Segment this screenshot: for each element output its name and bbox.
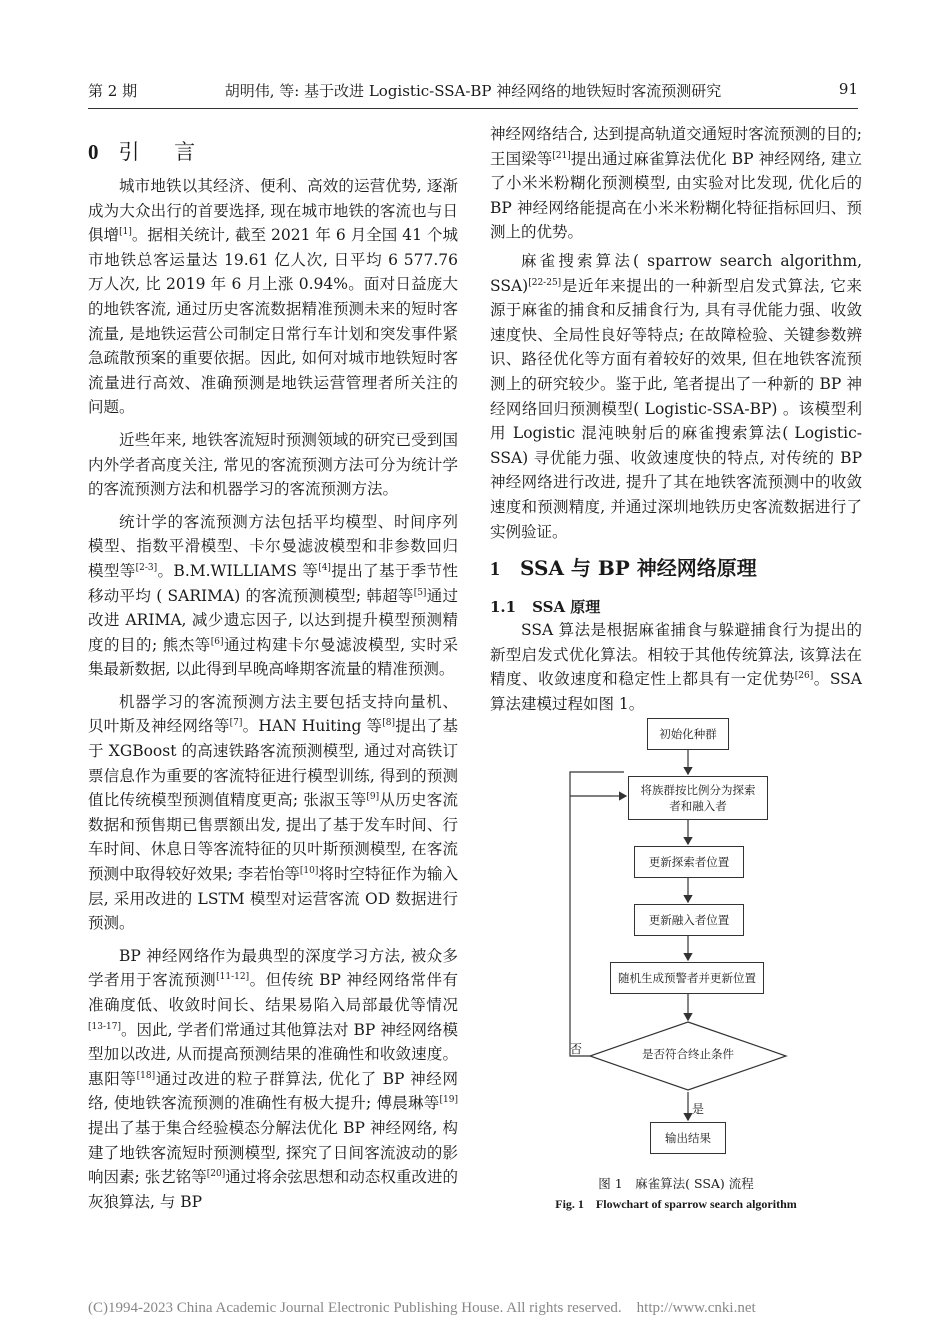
header-rule	[88, 108, 858, 109]
paragraph-ssa: SSA 算法是根据麻雀捕食与躲避捕食行为提出的新型启发式优化算法。相较于其他传统算法, 该算法在精度、收敛速度和稳定性上都具有一定优势[26]。SSA 算法建模过程如图 1。	[490, 621, 862, 713]
paragraph-intro-2: 近些年来, 地铁客流短时预测领域的研究已受到国内外学者高度关注, 常见的客流预测方法可分为统计学的客流预测方法和机器学习的客流预测方法。	[88, 430, 458, 499]
section-1-title: SSA 与 BP 神经网络原理	[520, 556, 757, 580]
flow-node-split: 将族群按比例分为探索者和融入者	[628, 776, 768, 820]
paragraph-right-1: 神经网络结合, 达到提高轨道交通短时客流预测的目的; 王国梁等[21]提出通过麻雀算法优化 BP 神经网络, 建立了小米米粉糊化预测模型, 由实验对比发现, 优化后的 BP 神经网络能提高在小米米粉糊化特征指标回归、预测上的优势。	[490, 125, 862, 242]
paragraph-right-2: 麻雀搜索算法( sparrow search algorithm, SSA)[22-25]是近年来提出的一种新型启发式算法, 它来源于麻雀的捕食和反捕食行为, 具有寻优能力强、收敛速度快、全局性良好等特点; 在故障检验、关键参数辨识、路径优化等方面有着较好的效果, 但在地铁客流预测上的研究较少。鉴于此, 笔者提出了一种新的 BP 神经网络回归预测模型( Logistic-SSA-BP) 。该模型利用 Logistic 混沌映射后的麻雀搜索算法( Logistic-SSA) 寻优能力强、收敛速度快的特点, 对传统的 BP 神经网络进行改进, 提升了其在地铁客流预测中的收敛速度和预测精度, 并通过深圳地铁历史客流数据进行了实例验证。	[490, 251, 862, 541]
section-1-number: 1	[490, 558, 500, 580]
section-1-heading	[490, 552, 757, 581]
section-1-1-number: 1.1	[490, 598, 517, 616]
running-title: 胡明伟, 等: 基于改进 Logistic-SSA-BP 神经网络的地铁短时客流预测研究	[224, 82, 722, 100]
page-number: 91	[838, 80, 858, 98]
flow-node-explorer: 更新探索者位置	[634, 846, 744, 878]
flow-node-output: 输出结果	[650, 1122, 726, 1154]
flow-node-alert: 随机生成预警者并更新位置	[610, 962, 764, 994]
paragraph-intro-4: 机器学习的客流预测方法主要包括支持向量机、贝叶斯及神经网络等[7]。HAN Huiting 等[8]提出了基于 XGBoost 的高速铁路客流预测模型, 通过对高铁订票信息作为重要的客流特征进行模型训练, 得到的预测值比传统模型预测值精度更高; 张淑玉等[9]从历史客流数据和预售期已售票额出发, 提出了基于发车时间、行车时间、休息日等客流特征的贝叶斯预测模型, 在客流预测中取得较好效果; 李若怡等[10]将时空特征作为输入层, 采用改进的 LSTM 模型对运营客流 OD 数据进行预测。	[88, 692, 458, 933]
right-column	[490, 122, 862, 544]
running-header	[88, 80, 858, 104]
left-column	[88, 174, 458, 1214]
figure-caption-en: Fig. 1 Flowchart of sparrow search algorithm	[555, 1197, 797, 1211]
section-0-title: 引 言	[118, 140, 210, 164]
flow-node-init: 初始化种群	[647, 718, 729, 750]
section-1-1-heading	[490, 596, 600, 617]
paragraph-intro-1: 城市地铁以其经济、便利、高效的运营优势, 逐渐成为大众出行的首要选择, 现在城市地铁的客流也与日俱增[1]。据相关统计, 截至 2021 年 6 月全国 41 个城市地铁总客运量达 19.61 亿人次, 日平均 6 577.76万人次, 比 2019 年 6 月上涨 0.94%。面对日益庞大的地铁客流, 通过历史客流数据精准预测未来的短时客流量, 是地铁运营公司制定日常行车计划和突发事件紧急疏散预案的重要依据。因此, 如何对城市地铁短时客流量进行高效、准确预测是地铁运营管理者所关注的问题。	[88, 177, 458, 417]
figure-caption-cn: 图 1 麻雀算法( SSA) 流程	[598, 1176, 754, 1191]
issue-label: 第 2 期	[88, 82, 138, 100]
copyright-footer: (C)1994-2023 China Academic Journal Electronic Publishing House. All rights reserved. http://www.cnki.net	[88, 1300, 756, 1316]
flow-node-check: 是否符合终止条件	[642, 1047, 734, 1061]
section-0-number: 0	[88, 140, 99, 164]
flow-label-no: 否	[570, 1042, 583, 1056]
flow-node-joiner: 更新融入者位置	[634, 904, 744, 936]
section-0-heading	[88, 136, 209, 166]
flow-label-yes: 是	[692, 1102, 705, 1116]
section-1-1-title: SSA 原理	[532, 598, 601, 616]
paragraph-intro-5: BP 神经网络作为最典型的深度学习方法, 被众多学者用于客流预测[11-12]。但传统 BP 神经网络常伴有准确度低、收敛时间长、结果易陷入局部最优等情况[13-17]。因此, 学者们常通过其他算法对 BP 神经网络模型加以改进, 从而提高预测结果的准确性和收敛速度。惠阳等[18]通过改进的粒子群算法, 优化了 BP 神经网络, 使地铁客流预测的准确性有极大提升; 傅晨琳等[19]提出了基于集合经验模态分解法优化 BP 神经网络, 构建了地铁客流短时预测模型, 探究了日间客流波动的影响因素; 张艺铭等[20]通过将余弦思想和动态权重改进的灰狼算法, 与 BP	[88, 946, 458, 1211]
ref-1: [1]	[119, 227, 132, 238]
paragraph-intro-3: 统计学的客流预测方法包括平均模型、时间序列模型、指数平滑模型、卡尔曼滤波模型和非参数回归模型等[2-3]。B.M.WILLIAMS 等[4]提出了基于季节性移动平均 ( SARIMA) 的客流预测模型; 韩超等[5]通过改进 ARIMA, 减少遗忘因子, 以达到提升模型预测精度的目的; 熊杰等[6]通过构建卡尔曼滤波模型, 实时采集最新数据, 以此得到早晚高峰期客流量的精准预测。	[88, 512, 458, 679]
